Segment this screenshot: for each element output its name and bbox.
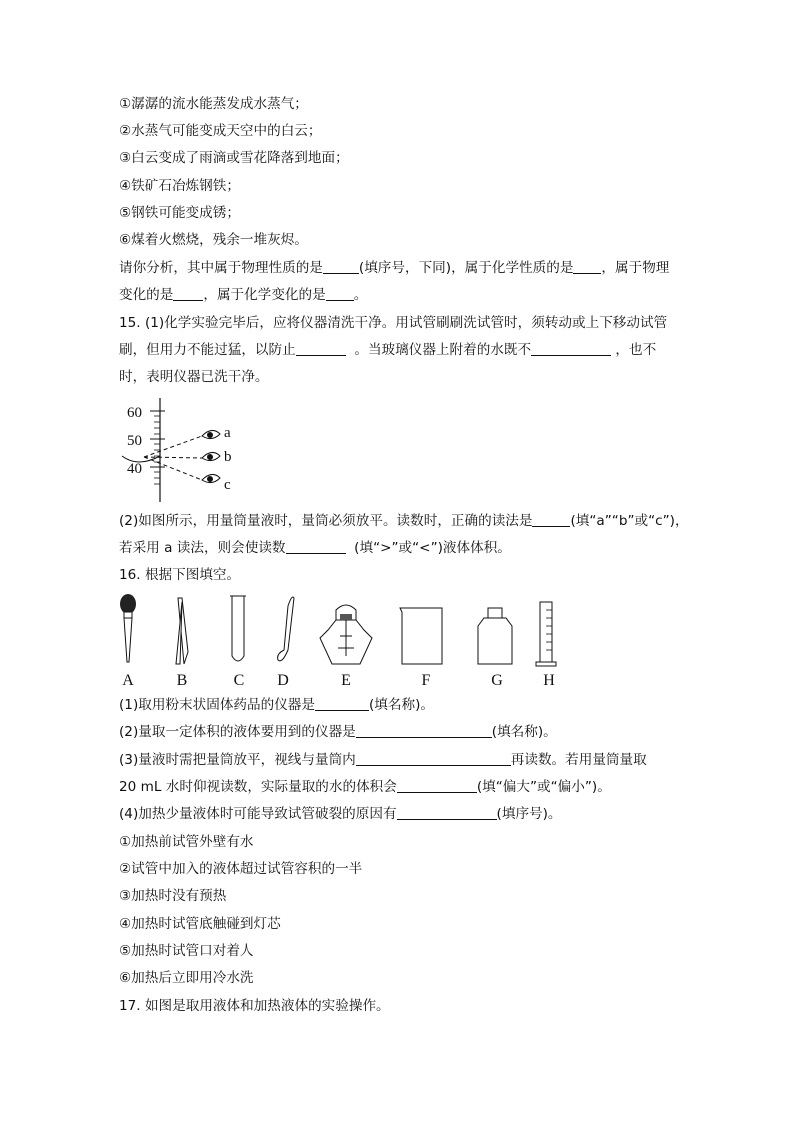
eye-label-a: a <box>224 425 231 441</box>
option-6: ⑥加热后立即用冷水洗 <box>119 970 254 986</box>
answer-blank[interactable] <box>397 778 477 793</box>
instrument-label-h: H <box>543 672 555 689</box>
alcohol-lamp-icon <box>320 605 372 664</box>
tick-label-50: 50 <box>127 433 142 449</box>
item-5: ⑤钢铁可能变成锈； <box>119 205 240 221</box>
tick-label-40: 40 <box>127 461 142 477</box>
eye-label-b: b <box>224 449 232 465</box>
item-4: ④铁矿石冶炼钢铁； <box>119 178 240 194</box>
q16-sub2: (2)量取一定体积的液体要用到的仪器是 (填名称)。 <box>119 724 557 740</box>
q16-sub3-line2: 20 mL 水时仰视读数，实际量取的水的体积会 (填“偏大”或“偏小”)。 <box>119 779 611 795</box>
option-1: ①加热前试管外壁有水 <box>119 834 254 850</box>
option-4: ④加热时试管底触碰到灯芯 <box>119 916 281 932</box>
answer-blank[interactable] <box>531 341 611 356</box>
q15-part2-line2: 若采用 a 读法，则会使读数 (填“>”或“<”)液体体积。 <box>119 540 511 556</box>
q16-sub4: (4)加热少量液体时可能导致试管破裂的原因有 (填序号)。 <box>119 806 562 822</box>
q17-title: 17. 如图是取用液体和加热液体的实验操作。 <box>119 998 390 1014</box>
answer-blank[interactable] <box>397 805 497 820</box>
q15-part2-line1: (2)如图所示，用量筒量液时，量筒必须放平。读数时，正确的读法是 (填“a”“b”或“c”)， <box>119 513 689 529</box>
answer-blank[interactable] <box>356 751 511 766</box>
instrument-label-g: G <box>491 672 503 689</box>
instrument-label-e: E <box>341 672 351 689</box>
item-6: ⑥煤着火燃烧，残余一堆灰烬。 <box>119 232 308 248</box>
option-2: ②试管中加入的液体超过试管容积的一半 <box>119 861 363 877</box>
lab-instruments-figure <box>110 590 570 670</box>
answer-blank[interactable] <box>296 341 346 356</box>
dropper-icon <box>120 594 136 662</box>
part1-question-line2: 变化的是 ，属于化学变化的是 。 <box>119 287 368 303</box>
tick-label-60: 60 <box>127 405 142 421</box>
q16-sub1: (1)取用粉末状固体药品的仪器是 (填名称)。 <box>119 697 434 713</box>
option-3: ③加热时没有预热 <box>119 888 227 904</box>
option-5: ⑤加热时试管口对着人 <box>119 943 254 959</box>
answer-blank[interactable] <box>173 286 203 301</box>
answer-blank[interactable] <box>573 259 601 274</box>
answer-blank[interactable] <box>286 539 346 554</box>
instrument-label-b: B <box>176 672 188 689</box>
test-tube-icon <box>230 596 246 661</box>
answer-blank[interactable] <box>326 286 354 301</box>
instrument-label-f: F <box>421 672 431 689</box>
answer-blank[interactable] <box>356 723 492 738</box>
cylinder-reading-figure <box>110 396 250 506</box>
beaker-icon <box>400 608 442 664</box>
item-2: ②水蒸气可能变成天空中的白云； <box>119 123 322 139</box>
item-3: ③白云变成了雨滴或雪花降落到地面； <box>119 150 349 166</box>
eye-label-c: c <box>224 477 231 493</box>
tweezers-icon <box>176 598 188 664</box>
answer-blank[interactable] <box>315 696 369 711</box>
answer-blank[interactable] <box>532 512 570 527</box>
instrument-label-d: D <box>277 672 289 689</box>
graduated-cylinder-icon <box>536 602 556 666</box>
eye-icon <box>202 474 220 482</box>
answer-blank[interactable] <box>323 259 359 274</box>
spatula-icon <box>278 597 294 661</box>
eye-icon <box>202 452 220 460</box>
reagent-bottle-icon <box>478 608 512 664</box>
instrument-label-c: C <box>233 672 245 689</box>
q15-line3: 时，表明仪器已洗干净。 <box>119 369 269 385</box>
instrument-label-a: A <box>122 672 134 689</box>
q15-line1: 15. (1)化学实验完毕后，应将仪器清洗干净。用试管刷刷洗试管时，须转动或上下移动试管 <box>119 315 668 331</box>
eye-icon <box>202 430 220 438</box>
q16-title: 16. 根据下图填空。 <box>119 567 241 583</box>
q16-sub3-line1: (3)量液时需把量筒放平，视线与量筒内 再读数。若用量筒量取 <box>119 752 647 768</box>
part1-question-line1: 请你分析，其中属于物理性质的是 (填序号，下同)，属于化学性质的是 ，属于物理 <box>119 260 670 276</box>
item-1: ①潺潺的流水能蒸发成水蒸气； <box>119 96 308 112</box>
q15-line2: 刷，但用力不能过猛，以防止 。当玻璃仪器上附着的水既不 ，也不 <box>119 342 657 358</box>
